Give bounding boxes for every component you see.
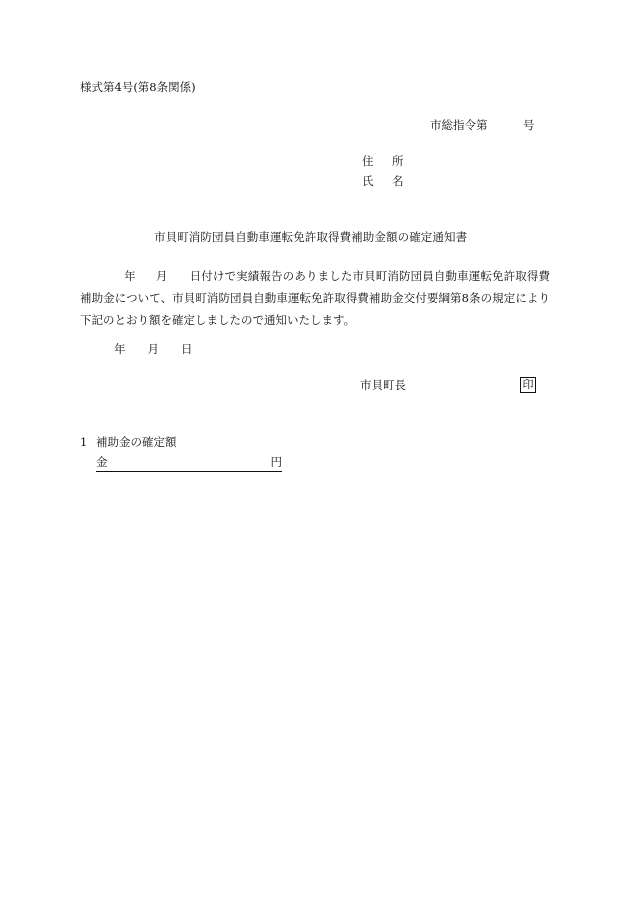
body-text: 日付けで実績報告のありました市貝町消防団員自動車運転免許取得費補助金について、市貝町消防団員自動車運転免許取得費補助金交付要綱第8条の規定により下記のとおり額を確定しましたので通知いたします。 (80, 269, 551, 327)
issue-date (114, 344, 193, 356)
document-title: 市貝町消防団員自動車運転免許取得費補助金額の確定通知書 (154, 230, 468, 244)
address-label-char-2: 所 (392, 154, 404, 168)
amount-field (96, 457, 282, 472)
mayor-label: 市貝町長 (360, 378, 406, 392)
amount-suffix: 円 (270, 455, 282, 469)
document-number-suffix: 号 (523, 118, 535, 132)
document-number-prefix: 市総指令第 (430, 118, 488, 132)
item-heading (80, 437, 177, 449)
issue-date-day: 日 (181, 342, 193, 356)
name-label-char-2: 名 (392, 174, 404, 188)
body-paragraph (80, 265, 550, 331)
address-field (362, 156, 404, 168)
seal-mark: 印 (520, 377, 536, 393)
issue-date-year: 年 (114, 342, 126, 356)
item-number: 1 (80, 435, 88, 449)
name-label-char-1: 氏 (362, 174, 374, 188)
body-year-label: 年 (124, 269, 136, 283)
address-label-char-1: 住 (362, 154, 374, 168)
body-month-label: 月 (155, 269, 168, 283)
name-field (362, 176, 404, 188)
form-number: 様式第4号(第8条関係) (80, 80, 196, 94)
issue-date-month: 月 (147, 342, 159, 356)
amount-prefix: 金 (96, 455, 108, 469)
item-label: 補助金の確定額 (96, 435, 177, 449)
